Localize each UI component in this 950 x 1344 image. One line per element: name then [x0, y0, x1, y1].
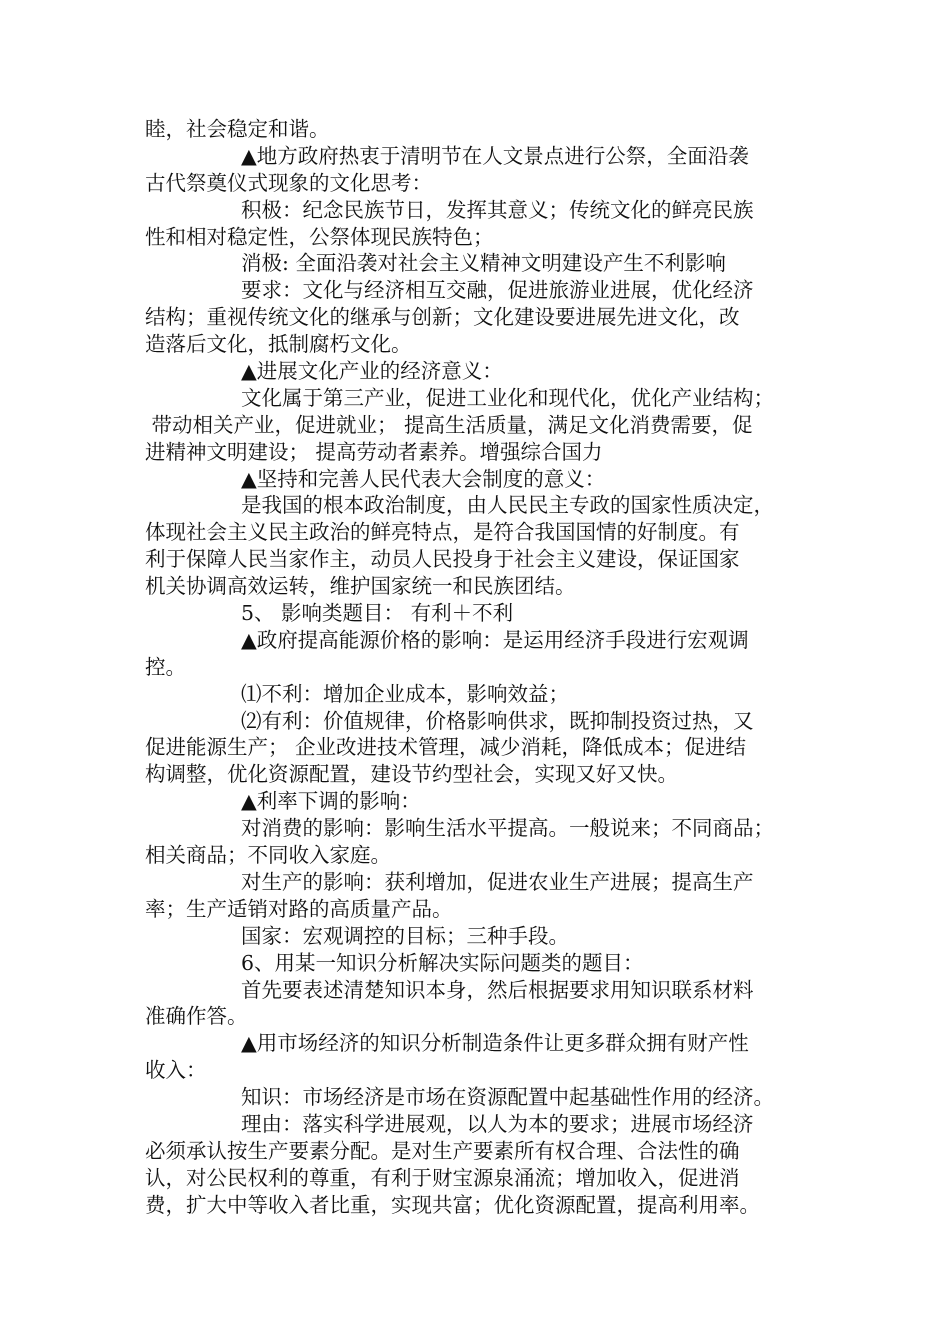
- text-line: ⑴不利：增加企业成本，影响效益；: [241, 681, 569, 706]
- text-line: 率；生产适销对路的高质量产品。: [145, 896, 453, 921]
- text-line: 是我国的根本政治制度，由人民民主专政的国家性质决定，: [241, 493, 774, 518]
- text-line: 积极：纪念民族节日，发挥其意义；传统文化的鲜亮民族: [241, 197, 754, 222]
- text-line: 进精神文明建设； 提高劳动者素养。增强综合国力: [145, 439, 603, 464]
- text-line: 费，扩大中等收入者比重，实现共富；优化资源配置，提高利用率。: [145, 1192, 760, 1217]
- text-line: 对消费的影响：影响生活水平提高。一般说来；不同商品；: [241, 816, 774, 841]
- body-text: [145, 116, 825, 1219]
- text-line: 体现社会主义民主政治的鲜亮特点，是符合我国国情的好制度。有: [145, 520, 740, 545]
- text-line: 对生产的影响：获利增加，促进农业生产进展；提高生产: [241, 869, 754, 894]
- text-line: ▲用市场经济的知识分析制造条件让更多群众拥有财产性: [241, 1031, 749, 1056]
- text-line: 首先要表述清楚知识本身，然后根据要求用知识联系材料: [241, 977, 754, 1002]
- text-line: 文化属于第三产业，促进工业化和现代化，优化产业结构；: [241, 385, 774, 410]
- text-line: ▲进展文化产业的经济意义：: [241, 359, 503, 384]
- text-line: 准确作答。: [145, 1004, 248, 1029]
- text-line: 利于保障人民当家作主，动员人民投身于社会主义建设，保证国家: [145, 547, 740, 572]
- text-line: 认，对公民权利的尊重，有利于财宝源泉涌流；增加收入，促进消: [145, 1165, 740, 1190]
- text-line: 构调整，优化资源配置，建设节约型社会，实现又好又快。: [145, 762, 678, 787]
- text-line: 造落后文化，抵制腐朽文化。: [145, 332, 412, 357]
- text-line: 带动相关产业，促进就业； 提高生活质量，满足文化消费需要，促: [145, 412, 753, 437]
- text-line: 知识：市场经济是市场在资源配置中起基础性作用的经济。: [241, 1085, 774, 1110]
- text-line: 控。: [145, 654, 186, 679]
- text-line: ▲利率下调的影响：: [241, 789, 421, 814]
- text-line: 5、 影响类题目： 有利＋不利: [241, 601, 514, 626]
- text-line: 6、用某一知识分析解决实际问题类的题目：: [241, 950, 644, 975]
- text-line: ▲政府提高能源价格的影响：是运用经济手段进行宏观调: [241, 627, 749, 652]
- text-line: 消极: 全面沿袭对社会主义精神文明建设产生不利影响: [241, 251, 726, 276]
- text-line: 必须承认按生产要素分配。是对生产要素所有权合理、合法性的确: [145, 1138, 740, 1163]
- text-line: 结构；重视传统文化的继承与创新；文化建设要进展先进文化，改: [145, 305, 740, 330]
- text-line: 促进能源生产； 企业改进技术管理，减少消耗，降低成本；促进结: [145, 735, 747, 760]
- text-line: 国家：宏观调控的目标；三种手段。: [241, 923, 569, 948]
- text-line: 古代祭奠仪式现象的文化思考：: [145, 170, 432, 195]
- text-line: 理由：落实科学进展观，以人为本的要求；进展市场经济: [241, 1111, 754, 1136]
- text-line: 收入：: [145, 1058, 207, 1083]
- text-line: 机关协调高效运转，维护国家统一和民族团结。: [145, 574, 576, 599]
- text-line: 要求：文化与经济相互交融，促进旅游业进展，优化经济: [241, 278, 754, 303]
- text-line: ▲地方政府热衷于清明节在人文景点进行公祭，全面沿袭: [241, 143, 749, 168]
- text-line: 相关商品；不同收入家庭。: [145, 843, 391, 868]
- text-line: 睦，社会稳定和谐。: [145, 117, 330, 141]
- text-line: 性和相对稳定性，公祭体现民族特色；: [145, 224, 494, 249]
- text-line: ▲坚持和完善人民代表大会制度的意义：: [241, 466, 606, 491]
- text-line: ⑵有利：价值规律，价格影响供求，既抑制投资过热，又: [241, 708, 754, 733]
